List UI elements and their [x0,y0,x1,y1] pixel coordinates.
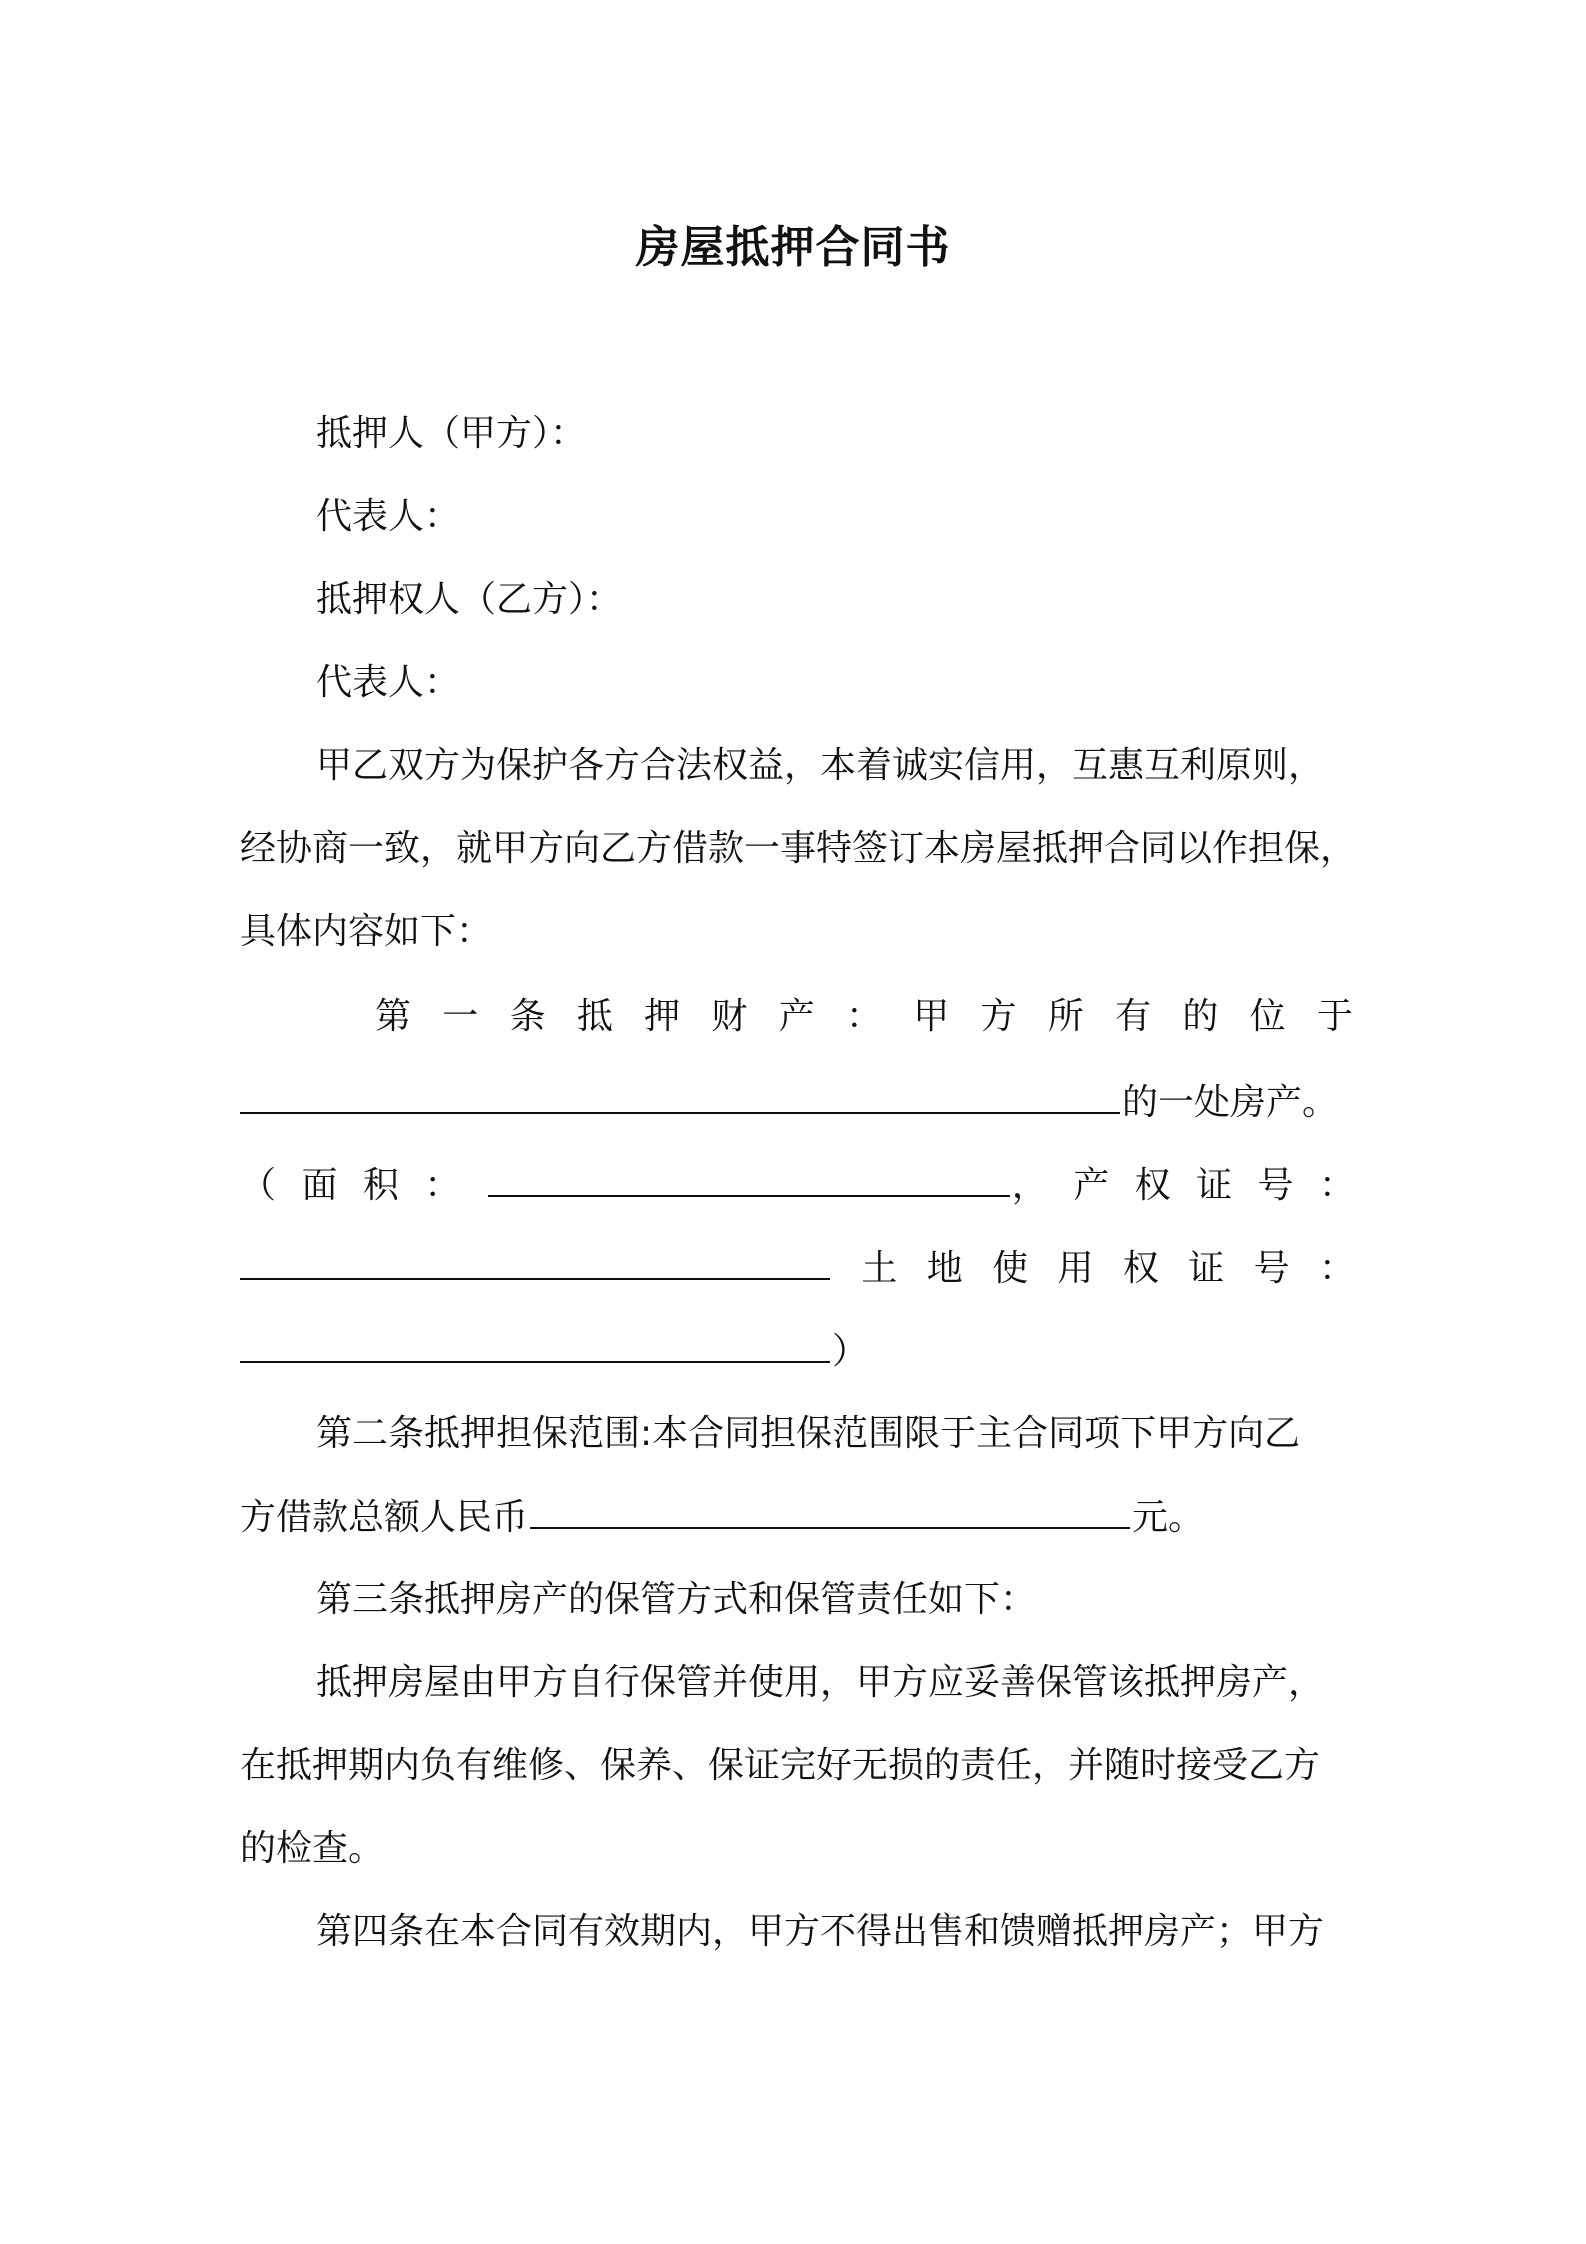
article1-line2-suffix: 的一处房产。 [1122,1082,1339,1123]
property-location-blank[interactable] [240,1078,1120,1114]
land-char: 权 [1122,1248,1159,1289]
cert-char: 产 [1073,1165,1110,1206]
mortgagee-label: 抵押权人（乙方）： [316,579,623,620]
land-char: 使 [992,1248,1029,1289]
area-char: 积 [362,1165,399,1206]
article1-char: 方 [980,996,1017,1037]
article1-char: 产 [778,996,815,1037]
article2-line2-prefix: 方借款总额人民币 [240,1497,529,1538]
cert-char: 证 [1196,1165,1233,1206]
preamble-line-3: 具体内容如下： [240,911,493,952]
mortgagor-label: 抵押人（甲方）： [316,413,587,454]
article1-char: 押 [644,996,681,1037]
article1-char: 于 [1316,996,1353,1037]
article4-line-1: 第四条在本合同有效期内，甲方不得出售和馈赠抵押房产；甲方 [316,1911,1325,1952]
area-comma: ， [1011,1165,1048,1206]
article3-line-2: 在抵押期内负有维修、保养、保证完好无损的责任，并随时接受乙方 [240,1745,1321,1786]
preamble-line-1: 甲乙双方为保护各方合法权益，本着诚实信用，互惠互利原则， [316,745,1325,786]
article1-char: 位 [1249,996,1286,1037]
article1-line-2 [240,1078,1355,1127]
article1-char: 第 [375,996,412,1037]
article1-char: 所 [1047,996,1084,1037]
article1-char: 条 [509,996,546,1037]
area-blank[interactable] [488,1161,1010,1197]
mortgagee-representative-label: 代表人： [316,662,461,703]
article2-line-2 [240,1493,1355,1542]
document-title: 房屋抵押合同书 [635,222,951,273]
article1-line-3 [240,1161,1355,1210]
article2-line2-suffix: 元。 [1132,1497,1205,1538]
land-char: 号 [1253,1248,1290,1289]
article1-close-paren: ） [832,1331,869,1372]
area-char: 面 [301,1165,338,1206]
cert-char: ： [1318,1165,1355,1206]
cert-char: 权 [1134,1165,1171,1206]
cert-char: 号 [1257,1165,1294,1206]
article1-char: 财 [711,996,748,1037]
land-char: 土 [861,1248,898,1289]
article1-char: 的 [1182,996,1219,1037]
land-char: ： [1318,1248,1355,1289]
article1-char: 甲 [913,996,950,1037]
article3-line-3: 的检查。 [240,1828,385,1869]
land-char: 证 [1188,1248,1225,1289]
article3-line-1: 抵押房屋由甲方自行保管并使用，甲方应妥善保管该抵押房产， [316,1662,1325,1703]
land-char: 地 [926,1248,963,1289]
article1-line-4 [240,1244,1355,1293]
article1-char: 抵 [576,996,613,1037]
article1-line-5 [240,1327,1355,1376]
article1-char: 一 [442,996,479,1037]
area-char: （ [240,1165,277,1206]
preamble-line-2: 经协商一致，就甲方向乙方借款一事特签订本房屋抵押合同以作担保， [240,828,1357,869]
area-char: ： [424,1165,461,1206]
article3-heading: 第三条抵押房产的保管方式和保管责任如下： [316,1579,1037,1620]
article1-char: ： [845,996,882,1037]
article2-line-1: 第二条抵押担保范围:本合同担保范围限于主合同项下甲方向乙 [316,1413,1301,1454]
article1-char: 有 [1115,996,1152,1037]
property-cert-blank[interactable] [240,1244,830,1280]
article1-line-1 [375,993,1353,1041]
land-use-cert-blank[interactable] [240,1327,830,1363]
loan-amount-blank[interactable] [530,1493,1130,1529]
land-char: 用 [1057,1248,1094,1289]
mortgagor-representative-label: 代表人： [316,496,461,537]
